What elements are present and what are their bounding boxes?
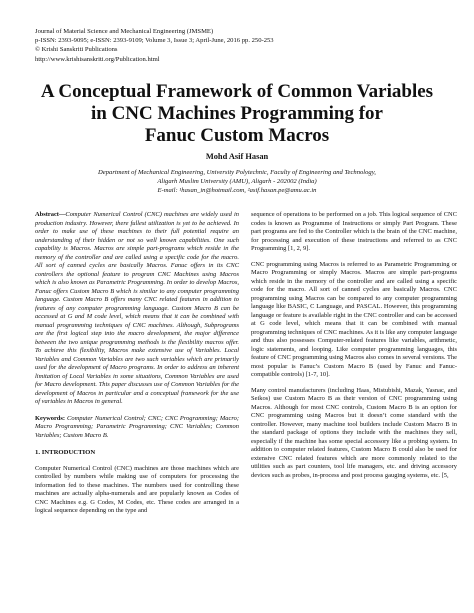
- affiliation-line-1: Department of Mechanical Engineering, University Polytechnic, Faculty of Engineering and Technology,: [98, 169, 376, 176]
- keywords: [35, 415, 239, 441]
- keywords-label: Keywords:: [35, 414, 66, 422]
- publisher-url: http://www.krishisanskriti.org/Publication.html: [35, 55, 160, 63]
- abstract: [35, 211, 239, 407]
- title-line-2: in CNC Machines Programming for: [90, 103, 383, 124]
- abstract-text: Computer Numerical Control (CNC) machines are widely used in production industry. However, there fullest utilization is yet to be achieved. In order to make use of these machines to their full potential require an understanding of their hidden or not so well known capabilities. One such capability is Macros. Macros are simple part-programs which reside in the memory of the controller and are called using a specific code for the macro. All sort of canned cycles are basically Macros. Fanuc offers in its CNC controllers the optional feature to program CNC Machines using Macros which is also known as Parametric Programming. In order to develop Macros, Fanuc offers Custom Macro B which is similar to any computer programming language. Custom Macro B offers many CNC related features in addition to features of any computer programming language. Custom Macro B can be accessed at G and M code level, which means that it can be combined with manual programming techniques of CNC machines. Although, Subprograms are the first logical step into the macro development, the major difference between the two unique programming methods is the flexibility macros offer. To achieve this flexibility, Macros make extensive use of Variables. Local Variables and Common Variables are two such variables which are primarily used for the development of Macro programs. In order to address an inherent limitation of Local Variables in some situations, Common Variables are used for Macro development. This paper discusses use of Common Variables for the development of Macros in particular and a conceptual framework for the use of variables in Macros in general.: [35, 211, 239, 405]
- title-line-1: A Conceptual Framework of Common Variables: [40, 81, 434, 102]
- right-column: [251, 211, 457, 480]
- journal-issn-volume: p-ISSN: 2393-9095; e-ISSN: 2393-9109; Volume 3, Issue 3; April-June, 2016 pp. 250-253: [35, 37, 274, 45]
- affiliation: [30, 169, 444, 196]
- journal-header: [35, 27, 455, 64]
- publisher: © Krishi Sanskriti Publications: [35, 46, 118, 54]
- title-line-3: Fanuc Custom Macros: [144, 125, 330, 146]
- journal-name: Journal of Material Science and Mechanical Engineering (JMSME): [35, 28, 214, 35]
- keywords-text: Computer Numerical Control; CNC; CNC Programming; Macro; Macro Programming; Parametric Programming; CNC Variables; Common Variables; Custom Macro B.: [35, 414, 239, 439]
- section-heading-introduction: 1. INTRODUCTION: [35, 449, 96, 456]
- introduction-paragraph: Computer Numerical Control (CNC) machines are those machines which are controlled by numbers while making use of computers for processing the information fed to these machines. The numbers used for controlling these machines are actually alpha-numerals and are popularly known as Codes of CNC Machines e.g. G Codes, M Codes, etc. These codes are arranged in a logical sequence depending on the type and: [35, 464, 239, 514]
- left-column: [35, 211, 239, 516]
- paper-title: [20, 81, 454, 147]
- author-name: Mohd Asif Hasan: [205, 152, 269, 161]
- body-paragraph-1: sequence of operations to be performed on a job. This logical sequence of CNC codes is known as Programme of Instructions or simply Part Program. These part programs are fed to the Controller which is the brain of the CNC machine, for processing and execution of these instructions and referred to as CNC Programming [1, 2, 9].: [251, 211, 457, 252]
- affiliation-email: E-mail: ¹hasan_in@hotmail.com, ²asif.hasan.pe@amu.ac.in: [157, 186, 317, 194]
- abstract-label: Abstract—: [35, 211, 66, 218]
- body-paragraph-3: Many control manufacturers (including Haas, Mistubishi, Mazak, Yasnac, and Seikos) use Custom Macro B as their version of CNC programming using Macros. Although for most CNC controls, Custom Macro B is an option for CNC programming using Macros but it doesn’t come standard with the controller. However, many machine tool builders include Custom Macro B in the standard package of options they include with the machines they sell, especially if the machine has some special accessory like a probing system. In addition to computer related features, Custom Macro B could also be used for extensive CNC related features which are more commonly related to the utilities such as part counters, tool life managers, etc. and driving accessory devices such as probes, in-process and post process gauging systems, etc. [5,: [251, 386, 457, 479]
- affiliation-line-2: Aligarh Muslim University (AMU), Aligarh - 202002 (India): [157, 177, 317, 185]
- body-paragraph-2: CNC programming using Macros is referred to as Parametric Programming or Macro Programming or simply Macros. Macros are simple part-programs which reside in the memory of the controller and are called using a specific code for the macro. All sort of canned cycles are basically Macros. CNC programming using Macros can be compared to any computer programming language like BASIC, C Language, and PASCAL. However, this programming language or feature is available right in the CNC controller and can be accessed at G code level, which means that it can be combined with manual programming techniques of CNC machines. As it is like any computer language and thus also possesses Computer-related features like variables, arithmetic, logic statements, and looping. Like computer programming languages, this feature of CNC programming using Macros also comes in several versions. The most popular is Fanuc’s Custom Macro B (used by Fanuc and Fanuc-compatible controls) [1-7, 10].: [251, 260, 457, 378]
